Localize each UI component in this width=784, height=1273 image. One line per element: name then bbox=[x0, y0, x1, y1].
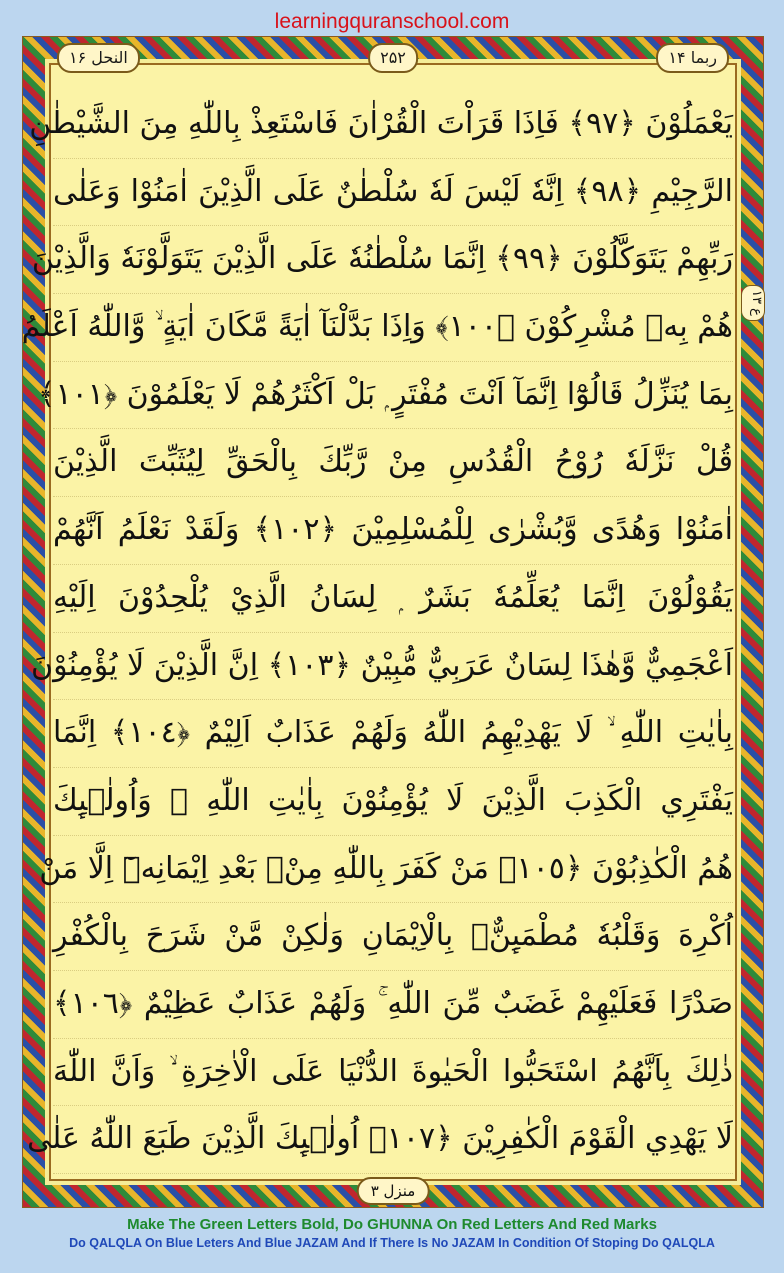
verse-line: يَقُوْلُوْنَ اِنَّمَا يُعَلِّمُهٗ بَشَرٌ ۭ لِسَانُ الَّذِيْ يُلْحِدُوْنَ اِلَيْهِ bbox=[53, 565, 733, 633]
verse-line: قُلْ نَزَّلَهٗ رُوْحُ الْقُدُسِ مِنْ رَّبِّكَ بِالْحَقِّ لِيُثَبِّتَ الَّذِيْنَ bbox=[53, 429, 733, 497]
manzil-label: منزل ۳ bbox=[357, 1177, 430, 1205]
verse-line: بِمَا يُنَزِّلُ قَالُوْٓا اِنَّمَآ اَنْتَ مُفْتَرٍ ۭ بَلْ اَكْثَرُهُمْ لَا يَعْلَمُوْنَ ﴿١٠١﴾ bbox=[53, 362, 733, 430]
instruction-line-2: Do QALQLA On Blue Leters And Blue JAZAM And If There Is No JAZAM In Condition Of Stoping Do QALQLA bbox=[69, 1236, 715, 1250]
ruku-marker: ۱۳ ع bbox=[741, 285, 765, 321]
verse-line: الرَّجِيْمِ ﴿٩٨﴾ اِنَّهٗ لَيْسَ لَهٗ سُلْطٰنٌ عَلَى الَّذِيْنَ اٰمَنُوْا وَعَلٰى bbox=[53, 159, 733, 227]
verse-line: لَا يَهْدِي الْقَوْمَ الْكٰفِرِيْنَ ﴿١٠٧﴾ اُولٰۗىِٕكَ الَّذِيْنَ طَبَعَ اللّٰهُ عَلٰى bbox=[53, 1106, 733, 1174]
verse-lines bbox=[21, 91, 734, 1174]
verse-line: يَعْمَلُوْنَ ﴿٩٧﴾ فَاِذَا قَرَاْتَ الْقُرْاٰنَ فَاسْتَعِذْ بِاللّٰهِ مِنَ الشَّيْطٰنِ bbox=[53, 91, 733, 159]
verse-line: اُكْرِهَ وَقَلْبُهٗ مُطْمَىِٕنٌّۢ بِالْاِيْمَانِ وَلٰكِنْ مَّنْ شَرَحَ بِالْكُفْرِ bbox=[53, 903, 733, 971]
page-header bbox=[57, 41, 729, 75]
surah-name-label: النحل ۱۶ bbox=[57, 43, 140, 73]
verse-line: اٰمَنُوْا وَهُدًى وَّبُشْرٰى لِلْمُسْلِمِيْنَ ﴿١٠٢﴾ وَلَقَدْ نَعْلَمُ اَنَّهُمْ bbox=[53, 497, 733, 565]
verse-line: ذٰلِكَ بِاَنَّهُمُ اسْتَحَبُّوا الْحَيٰوةَ الدُّنْيَا عَلَى الْاٰخِرَةِ ۙ وَاَنَّ اللّٰهَ bbox=[53, 1039, 733, 1107]
juz-name-label: ربما ۱۴ bbox=[656, 43, 729, 73]
quran-page bbox=[22, 36, 764, 1208]
verse-line: رَبِّهِمْ يَتَوَكَّلُوْنَ ﴿٩٩﴾ اِنَّمَا سُلْطٰنُهٗ عَلَى الَّذِيْنَ يَتَوَلَّوْنَهٗ وَالَّذِيْنَ bbox=[53, 226, 733, 294]
verse-line: يَفْتَرِي الْكَذِبَ الَّذِيْنَ لَا يُؤْمِنُوْنَ بِاٰيٰتِ اللّٰهِ ۚ وَاُولٰۗىِٕكَ bbox=[53, 768, 733, 836]
site-url[interactable]: learningquranschool.com bbox=[274, 10, 510, 33]
verse-line: هُمُ الْكٰذِبُوْنَ ﴿١٠٥﴾ مَنْ كَفَرَ بِاللّٰهِ مِنْۢ بَعْدِ اِيْمَانِهٖٓ اِلَّا مَنْ bbox=[53, 836, 733, 904]
verse-line: اَعْجَمِيٌّ وَّهٰذَا لِسَانٌ عَرَبِيٌّ مُّبِيْنٌ ﴿١٠٣﴾ اِنَّ الَّذِيْنَ لَا يُؤْمِنُوْنَ bbox=[53, 633, 733, 701]
verse-line: هُمْ بِهٖ مُشْرِكُوْنَ ﴿١٠٠﴾ وَاِذَا بَدَّلْنَآ اٰيَةً مَّكَانَ اٰيَةٍ ۙ وَّاللّٰهُ اَعْلَمُ bbox=[53, 294, 733, 362]
verse-line: بِاٰيٰتِ اللّٰهِ ۙ لَا يَهْدِيْهِمُ اللّٰهُ وَلَهُمْ عَذَابٌ اَلِيْمٌ ﴿١٠٤﴾ اِنَّمَا bbox=[53, 700, 733, 768]
verse-line: صَدْرًا فَعَلَيْهِمْ غَضَبٌ مِّنَ اللّٰهِ ۚ وَلَهُمْ عَذَابٌ عَظِيْمٌ ﴿١٠٦﴾ bbox=[53, 971, 733, 1039]
page-number-label: ۲۵۲ bbox=[368, 43, 418, 73]
instruction-line-1: Make The Green Letters Bold, Do GHUNNA On Red Letters And Red Marks bbox=[127, 1216, 657, 1233]
